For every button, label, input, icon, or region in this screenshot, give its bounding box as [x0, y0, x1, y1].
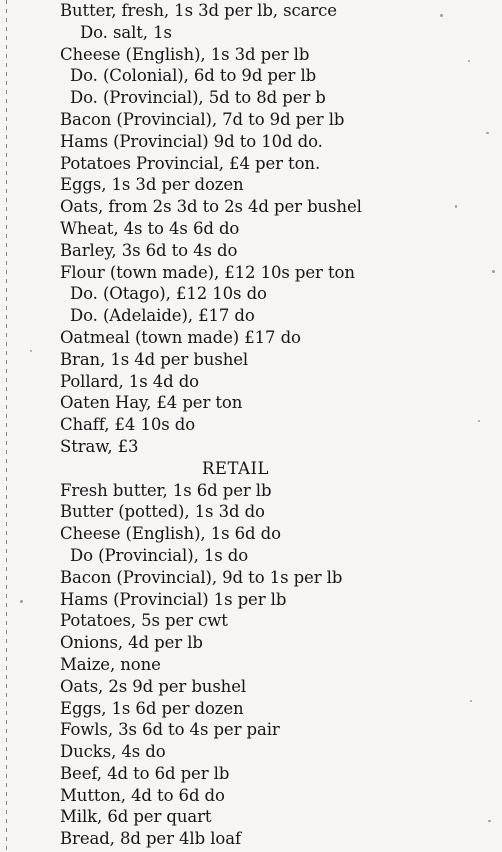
wholesale-item: Bacon (Provincial), 7d to 9d per lb	[60, 109, 345, 129]
retail-item: Maize, none	[60, 654, 161, 674]
wholesale-item: Wheat, 4s to 4s 6d do	[60, 218, 240, 238]
retail-item: Fowls, 3s 6d to 4s per pair	[60, 720, 280, 740]
print-speck	[470, 700, 472, 702]
print-speck	[468, 60, 470, 62]
print-speck	[455, 205, 457, 208]
retail-item: Eggs, 1s 6d per dozen	[60, 698, 244, 718]
retail-heading: RETAIL	[202, 458, 269, 478]
wholesale-item: Straw, £3	[60, 436, 139, 456]
wholesale-item: Chaff, £4 10s do	[60, 415, 196, 435]
retail-item: Potatoes, 5s per cwt	[60, 611, 228, 631]
print-speck	[30, 350, 32, 352]
wholesale-item: Cheese (English), 1s 3d per lb	[60, 44, 310, 64]
retail-item: Bread, 8d per 4lb loaf	[60, 829, 241, 849]
print-speck	[478, 420, 480, 422]
wholesale-item: Bran, 1s 4d per bushel	[60, 349, 249, 369]
wholesale-item: Potatoes Provincial, £4 per ton.	[60, 153, 321, 173]
wholesale-item: Oats, from 2s 3d to 2s 4d per bushel	[60, 197, 362, 217]
retail-item: Cheese (English), 1s 6d do	[60, 524, 281, 544]
wholesale-item: Pollard, 1s 4d do	[60, 371, 200, 391]
wholesale-item: Oaten Hay, £4 per ton	[60, 393, 243, 413]
retail-item: Milk, 6d per quart	[60, 807, 212, 827]
retail-item: Beef, 4d to 6d per lb	[60, 763, 230, 783]
wholesale-item: Barley, 3s 6d to 4s do	[60, 240, 238, 260]
wholesale-item: Butter, fresh, 1s 3d per lb, scarce	[60, 1, 337, 20]
wholesale-item: Do. (Otago), £12 10s do	[70, 284, 267, 304]
wholesale-item: Do. (Adelaide), £17 do	[70, 306, 255, 326]
column-rule	[6, 0, 7, 852]
retail-item: Ducks, 4s do	[60, 742, 166, 762]
print-speck	[492, 270, 495, 273]
retail-item: Hams (Provincial) 1s per lb	[60, 589, 287, 609]
wholesale-item: Eggs, 1s 3d per dozen	[60, 175, 244, 195]
retail-item: Mutton, 4d to 6d do	[60, 785, 225, 805]
wholesale-item: Hams (Provincial) 9d to 10d do.	[60, 131, 323, 151]
retail-item: Onions, 4d per lb	[60, 633, 203, 653]
retail-item: Butter (potted), 1s 3d do	[60, 502, 265, 522]
retail-item: Fresh butter, 1s 6d per lb	[60, 480, 272, 500]
wholesale-item: Flour (town made), £12 10s per ton	[60, 262, 355, 282]
print-speck	[440, 14, 443, 17]
print-speck	[20, 600, 23, 603]
print-speck	[488, 820, 491, 822]
retail-item: Bacon (Provincial), 9d to 1s per lb	[60, 567, 343, 587]
price-list	[60, 0, 490, 850]
retail-item: Oats, 2s 9d per bushel	[60, 676, 247, 696]
retail-item: Do (Provincial), 1s do	[70, 545, 249, 565]
wholesale-item: Do. salt, 1s	[80, 22, 172, 42]
wholesale-item: Do. (Provincial), 5d to 8d per b	[70, 88, 326, 108]
wholesale-item: Oatmeal (town made) £17 do	[60, 327, 301, 347]
print-speck	[486, 132, 489, 134]
wholesale-item: Do. (Colonial), 6d to 9d per lb	[70, 66, 317, 86]
